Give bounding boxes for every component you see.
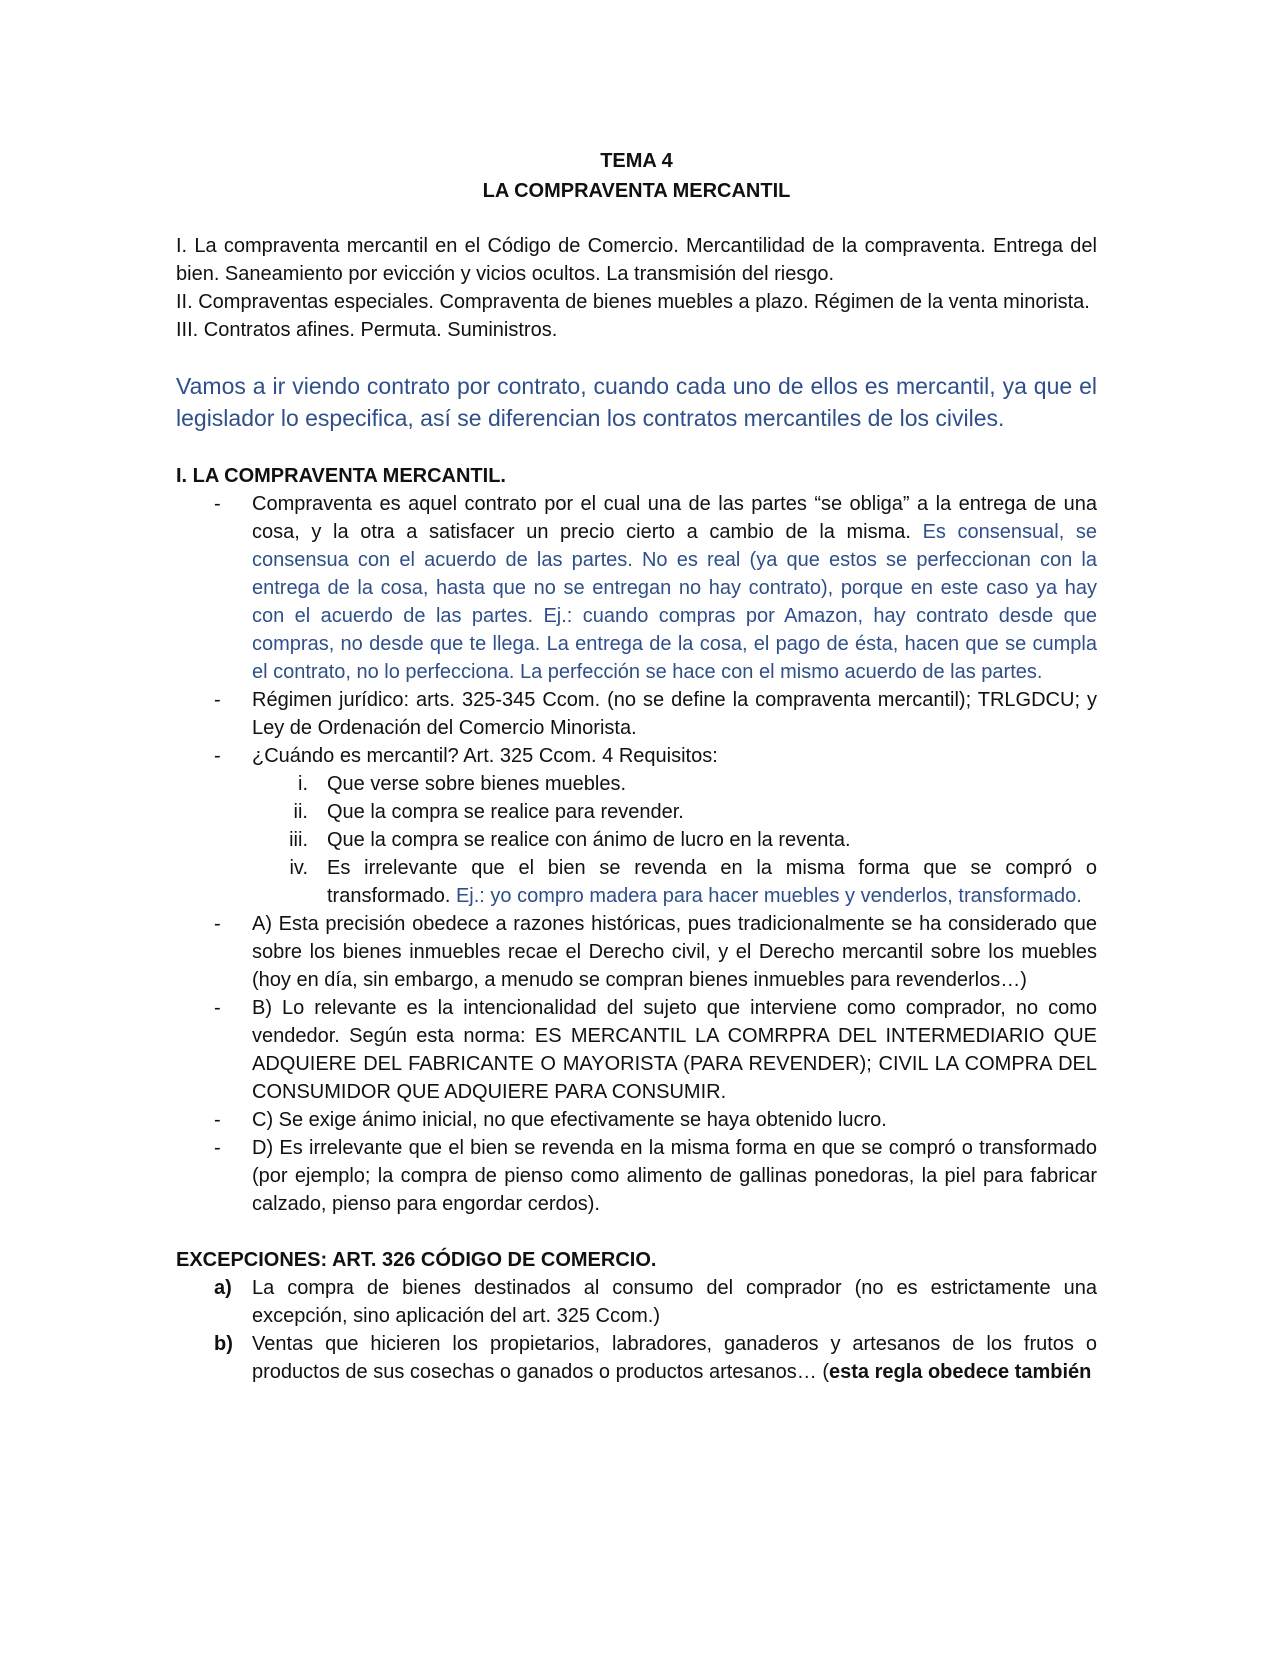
requirements-list xyxy=(176,770,1097,910)
list-item xyxy=(176,994,1097,1106)
dash-bullet: - xyxy=(214,1137,221,1159)
list-item xyxy=(176,686,1097,742)
requirement-item xyxy=(176,826,1097,854)
definition-text: Compraventa es aquel contrato por el cual una de las partes “se obliga” a la entrega de una cosa, y la otra a satisfacer un precio cierto a cambio de la misma. xyxy=(252,493,1097,543)
exception-text: La compra de bienes destinados al consumo del comprador (no es estrictamente una excepción, sino aplicación del art. 325 Ccom.) xyxy=(252,1277,1097,1327)
list-item xyxy=(176,1134,1097,1218)
exception-label: b) xyxy=(214,1333,233,1355)
document-body xyxy=(176,146,1097,1386)
topic-number: TEMA 4 xyxy=(600,150,673,172)
dash-bullet: - xyxy=(214,997,221,1019)
requirement-number: ii. xyxy=(293,801,308,823)
exception-label: a) xyxy=(214,1277,232,1299)
requirement-number: i. xyxy=(298,773,308,795)
list-item-text: A) Esta precisión obedece a razones históricas, pues tradicionalmente se ha considerado que sobre los bienes inmuebles recae el Derecho civil, y el Derecho mercantil sobre los muebles (hoy en día, sin embargo, a menudo se compran bienes inmuebles para revenderlos…) xyxy=(252,913,1097,991)
requirement-item xyxy=(176,798,1097,826)
section-list xyxy=(176,910,1097,1218)
intro-note: Vamos a ir viendo contrato por contrato, cuando cada uno de ellos es mercantil, ya que el legislador lo especifica, así se diferencian los contratos mercantiles de los civiles. xyxy=(176,373,1097,431)
list-item xyxy=(176,490,1097,686)
requirement-item xyxy=(176,854,1097,910)
dash-bullet: - xyxy=(214,493,221,515)
requirement-text: Que verse sobre bienes muebles. xyxy=(327,773,627,795)
dash-bullet: - xyxy=(214,913,221,935)
exceptions-heading: EXCEPCIONES: ART. 326 CÓDIGO DE COMERCIO. xyxy=(176,1249,657,1271)
summary-item: I. La compraventa mercantil en el Código de Comercio. Mercantilidad de la compraventa. Entrega del bien. Saneamiento por evicción y vicios ocultos. La transmisión del riesgo. xyxy=(176,235,1097,285)
dash-bullet: - xyxy=(214,745,221,767)
exception-item xyxy=(176,1274,1097,1330)
section-list xyxy=(176,490,1097,770)
topic-summary xyxy=(176,232,1097,344)
exception-bold-text: esta regla obedece también xyxy=(829,1361,1092,1383)
section-heading: I. LA COMPRAVENTA MERCANTIL. xyxy=(176,465,506,487)
annotation-text: Ej.: yo compro madera para hacer muebles y venderlos, transformado. xyxy=(455,885,1082,907)
list-item-text: C) Se exige ánimo inicial, no que efectivamente se haya obtenido lucro. xyxy=(252,1109,887,1131)
list-item-text: ¿Cuándo es mercantil? Art. 325 Ccom. 4 Requisitos: xyxy=(252,745,718,767)
list-item-text: Régimen jurídico: arts. 325-345 Ccom. (no se define la compraventa mercantil); TRLGDCU; y Ley de Ordenación del Comercio Minorista. xyxy=(252,689,1097,739)
list-item-text: B) Lo relevante es la intencionalidad del sujeto que interviene como comprador, no como vendedor. Según esta norma: ES MERCANTIL LA COMRPRA DEL INTERMEDIARIO QUE ADQUIERE DEL FABRICANTE O MAYORISTA (PARA REVENDER); CIVIL LA COMPRA DEL CONSUMIDOR QUE ADQUIERE PARA CONSUMIR. xyxy=(252,997,1097,1103)
summary-item: II. Compraventas especiales. Compraventa de bienes muebles a plazo. Régimen de la venta minorista. xyxy=(176,291,1090,313)
list-item-text: D) Es irrelevante que el bien se revenda en la misma forma en que se compró o transformado (por ejemplo; la compra de pienso como alimento de gallinas ponedoras, la piel para fabricar calzado, pienso para engordar cerdos). xyxy=(252,1137,1097,1215)
requirement-text: Es irrelevante que el bien se revenda en la misma forma que se compró o transformado. xyxy=(327,857,1097,907)
list-item xyxy=(176,910,1097,994)
dash-bullet: - xyxy=(214,689,221,711)
requirement-item xyxy=(176,770,1097,798)
dash-bullet: - xyxy=(214,1109,221,1131)
requirement-text: Que la compra se realice con ánimo de lucro en la reventa. xyxy=(327,829,851,851)
page-title: LA COMPRAVENTA MERCANTIL xyxy=(482,180,791,202)
requirement-text: Que la compra se realice para revender. xyxy=(327,801,684,823)
annotation-text: Es consensual, se consensua con el acuerdo de las partes. No es real (ya que estos se perfeccionan con la entrega de la cosa, hasta que no se entregan no hay contrato), porque en este caso ya hay con el acuerdo de las partes. Ej.: cuando compras por Amazon, hay contrato desde que compras, no desde que te llega. La entrega de la cosa, el pago de ésta, hacen que se cumpla el contrato, no lo perfecciona. La perfección se hace con el mismo acuerdo de las partes. xyxy=(252,521,1097,683)
exception-text: Ventas que hicieren los propietarios, labradores, ganaderos y artesanos de los frutos o productos de sus cosechas o ganados o productos artesanos… ( xyxy=(252,1333,1097,1383)
requirement-number: iii. xyxy=(289,829,308,851)
requirement-number: iv. xyxy=(289,857,308,879)
summary-item: III. Contratos afines. Permuta. Suministros. xyxy=(176,319,558,341)
list-item xyxy=(176,742,1097,770)
exception-item xyxy=(176,1330,1097,1386)
list-item xyxy=(176,1106,1097,1134)
